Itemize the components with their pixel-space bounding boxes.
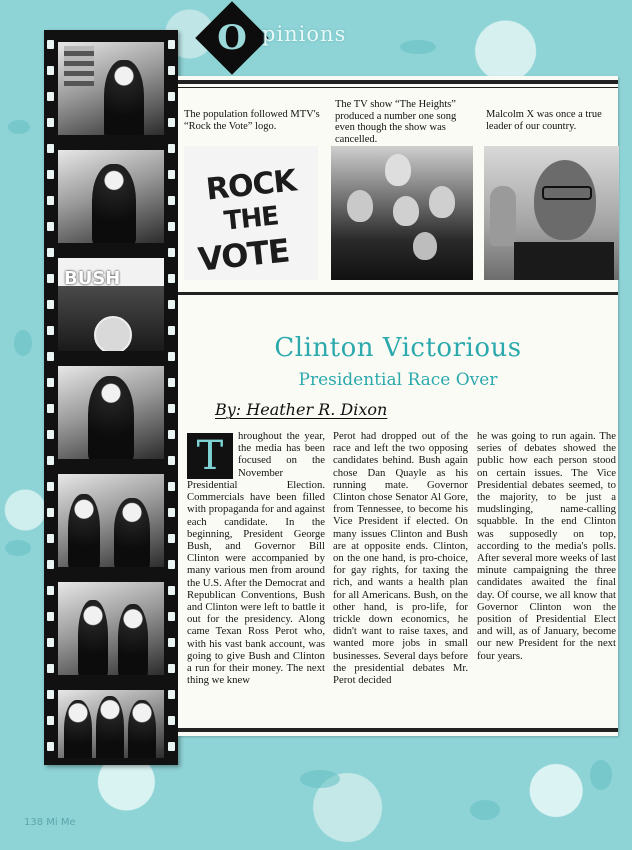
photo-the-heights — [331, 146, 473, 280]
caption-the-heights: The TV show “The Heights” produced a number one song even though the show was cancelled. — [335, 99, 457, 145]
background-texture — [590, 760, 612, 790]
top-rule-thin — [178, 87, 618, 88]
background-texture — [5, 540, 31, 556]
film-frame-stage — [58, 582, 164, 675]
background-texture — [400, 40, 436, 54]
film-frame-rally — [58, 42, 164, 135]
article-subtitle: Presidential Race Over — [298, 370, 498, 390]
film-frame-podium: BUSH — [58, 258, 164, 351]
article-byline: By: Heather R. Dixon — [215, 400, 388, 419]
photo-rock-the-vote: ROCK THE VOTE — [184, 146, 318, 280]
film-frame-group — [58, 690, 164, 758]
page-folio: 138 Mi Me — [24, 817, 76, 828]
section-logo-initial: O — [217, 18, 247, 58]
background-texture — [300, 770, 340, 788]
article-column-1-lead: hroughout the year, the media has been focused on the November — [238, 430, 325, 479]
article-title: Clinton Victorious — [274, 333, 522, 363]
caption-rock-the-vote: The population followed MTV's “Rock the Vote” logo. — [184, 109, 320, 132]
filmstrip — [44, 30, 178, 765]
drop-cap: T — [187, 433, 233, 479]
background-texture — [14, 330, 32, 356]
bottom-rule — [178, 728, 618, 732]
caption-malcolm-x: Malcolm X was once a true leader of our country. — [486, 109, 602, 132]
film-frame-speech — [58, 150, 164, 243]
background-texture — [470, 800, 500, 820]
article-column-3: he was going to run again. The series of debates showed the public how each person stood on certain issues. The Vice Presidential debates seemed, to the majority, to be just a mudslinging, name-calling squabble. In the end Clinton was supposedly on top, according to the media's polls. After several more weeks of last minute campaigning the three candidates awaited the final day. Of course, we all know that Governor Clinton won the position of Presidential Elect and will, as of January, become our new President for the next four years. — [477, 430, 616, 662]
article-column-1: Presidential Election. Commercials have been filled with propaganda for and against each candidate. In the beginning, President George Bush, and Governor Bill Clinton were accompanied by many various men from around the U.S. After the Democrat and Republican Conventions, Bush and Clinton were left to battle it out for the presidency. Along came Texan Ross Perot who, with his vast bank account, was going to give Bush and Clinton a run for their money. The next thing we knew — [187, 479, 326, 687]
film-frame-wave — [58, 366, 164, 459]
photo-malcolm-x — [484, 146, 619, 280]
article-column-2: Perot had dropped out of the race and left the two opposing candidates behind. Bush again chose Dan Quayle as his running mate. Governor Clinton chose Senator Al Gore, from Tennessee, to become his Vice President if elected. On many issues Clinton and Bush are at opposite ends. Clinton, on the one hand, is pro-choice, for gay rights, for taxing the rich, and wants a health plan for all Americans. Bush, on the other hand, is pro-life, for trickle down economics, he didn't want to raise taxes, and wanted more jobs in small businesses. Several days before the presidential debates Mr. Perot decided — [333, 430, 468, 687]
film-frame-crowd — [58, 474, 164, 567]
background-texture — [8, 120, 30, 134]
mid-rule — [178, 292, 618, 295]
section-title: pinions — [262, 22, 347, 46]
top-rule — [178, 80, 618, 84]
